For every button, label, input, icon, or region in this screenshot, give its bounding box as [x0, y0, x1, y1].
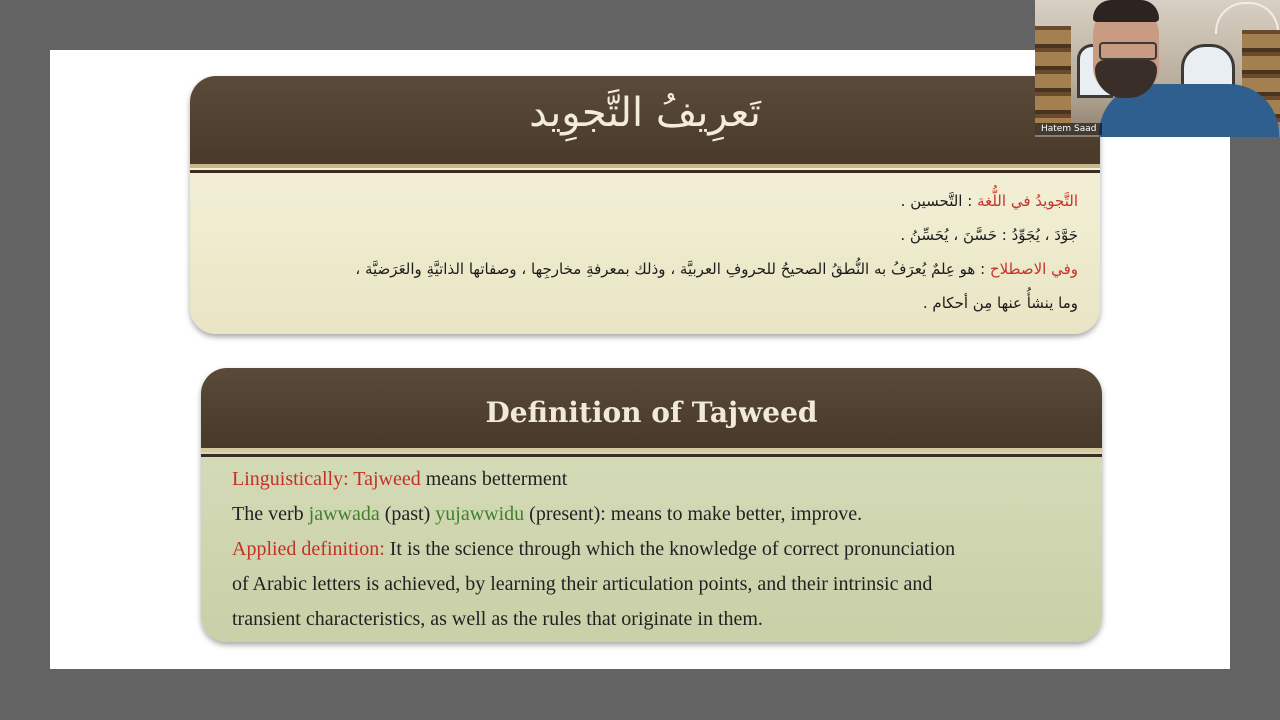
english-line-5: transient characteristics, as well as the rules that originate in them.	[232, 608, 763, 630]
arabic-line-2: جَوَّدَ ، يُجَوِّدُ : حَسَّنَ ، يُحَسِّنُ .	[900, 226, 1078, 244]
participant-hair	[1093, 0, 1159, 22]
verb-past: jawwada	[308, 503, 380, 525]
presentation-slide	[50, 50, 1230, 669]
english-card-banner	[201, 368, 1102, 452]
verb-intro: The verb	[232, 503, 309, 525]
english-line-3	[232, 532, 1072, 567]
arabic-line-3	[216, 252, 1078, 286]
arabic-card-banner	[190, 76, 1100, 168]
english-line-1	[232, 462, 1072, 497]
arabic-card-body	[216, 184, 1078, 320]
arabic-applied-label: وفي الاصطلاح	[989, 260, 1078, 278]
applied-definition-label: Applied definition:	[232, 538, 385, 560]
arabic-line-4: وما ينشأُ عنها مِن أحكام .	[922, 294, 1078, 312]
arabic-card-title: تَعرِيفُ التَّجوِيد	[529, 90, 761, 136]
english-card-title: Definition of Tajweed	[485, 396, 818, 429]
arabic-linguistic-text: : التَّحسين .	[900, 192, 978, 210]
participant-name-label: Hatem Saad	[1035, 123, 1102, 135]
arabic-linguistic-label: التَّجويدُ في اللُّغة	[977, 192, 1078, 210]
linguistic-text: means betterment	[420, 468, 568, 490]
english-line-4: of Arabic letters is achieved, by learning their articulation points, and their intrinsic and	[232, 573, 933, 595]
webcam-thumbnail[interactable]	[1035, 0, 1280, 137]
participant-glasses	[1099, 42, 1157, 60]
english-line-2	[232, 497, 1072, 532]
english-definition-card	[201, 368, 1102, 642]
arabic-applied-text: : هو عِلمٌ يُعرَفُ به النُّطقُ الصحيحُ للحروفِ العربيَّة ، وذلك بمعرفةِ مخارجِها ، وصفاتها الذاتيَّةِ والعَرَضيَّة ،	[355, 260, 990, 278]
arabic-definition-card	[190, 76, 1100, 334]
applied-definition-text: It is the science through which the knowledge of correct pronunciation	[384, 538, 956, 560]
arabic-line-1	[216, 184, 1078, 218]
verb-present: yujawwidu	[435, 503, 525, 525]
english-card-body	[232, 462, 1072, 637]
verb-past-tag: (past)	[379, 503, 436, 525]
linguistic-label: Linguistically: Tajweed	[232, 468, 421, 490]
verb-meaning: (present): means to make better, improve.	[524, 503, 863, 525]
bookshelf-left	[1035, 26, 1071, 126]
